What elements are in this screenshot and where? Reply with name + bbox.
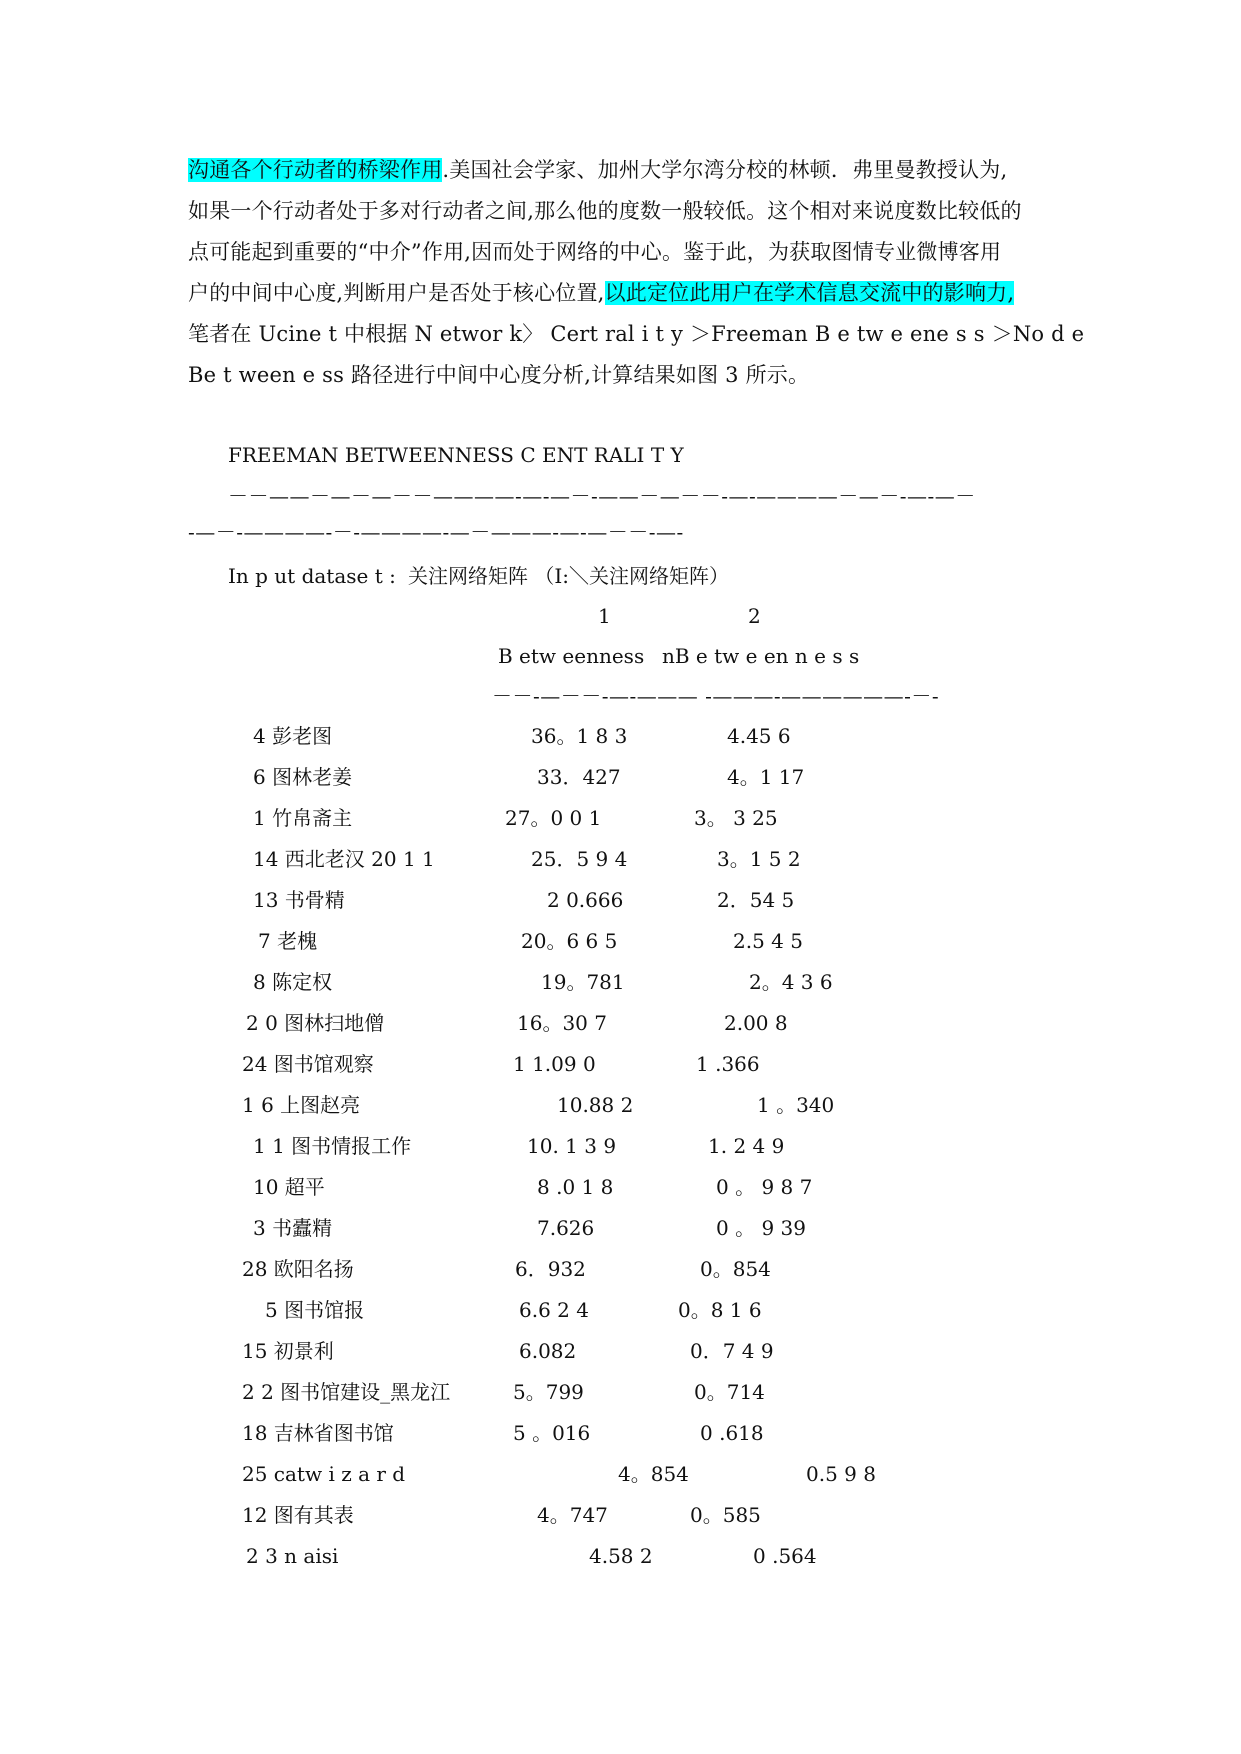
column-number-2: 2 [748, 604, 761, 628]
row-label: 6 图林老姜 [253, 765, 353, 789]
row-betweenness: 6.082 [519, 1339, 577, 1363]
row-label: 3 书蠹精 [253, 1216, 333, 1240]
row-betweenness: 19。781 [541, 970, 625, 994]
row-label: 5 图书馆报 [265, 1298, 365, 1322]
highlighted-text: 沟通各个行动者的桥梁作用 [188, 158, 443, 182]
row-betweenness: 10.88 2 [557, 1093, 634, 1117]
row-nbetweenness: 0.5 9 8 [806, 1462, 876, 1486]
row-betweenness: 4.58 2 [589, 1544, 653, 1568]
row-nbetweenness: 0 。 9 39 [716, 1216, 806, 1240]
row-label: 12 图有其表 [242, 1503, 354, 1527]
row-label: 1 竹帛斋主 [253, 806, 353, 830]
row-nbetweenness: 4.45 6 [727, 724, 791, 748]
row-nbetweenness: 2．54 5 [717, 888, 795, 912]
row-betweenness: 4。854 [618, 1462, 689, 1486]
line-text: Be t ween e ss 路径进行中间中心度分析,计算结果如图 3 所示。 [188, 363, 810, 387]
line-text: 点可能起到重要的“中介”作用,因而处于网络的中心。鉴于此，为获取图情专业微博客用 [188, 240, 1002, 264]
row-betweenness: 27。0 0 1 [505, 806, 602, 830]
rule-line-1: －－——－—－—－－————-—-—－-——－—－－-—-————－—－-—-—－ [228, 484, 976, 508]
row-label: 10 超平 [253, 1175, 325, 1199]
row-nbetweenness: 0。585 [690, 1503, 761, 1527]
row-betweenness: 20。6 6 5 [521, 929, 618, 953]
row-betweenness: 5 。016 [513, 1421, 591, 1445]
row-betweenness: 25．5 9 4 [531, 847, 628, 871]
row-betweenness: 8 .0 1 8 [537, 1175, 614, 1199]
row-label: 8 陈定权 [253, 970, 333, 994]
row-betweenness: 7.626 [537, 1216, 595, 1240]
paragraph-line-4 [188, 273, 1068, 314]
row-nbetweenness: 2。4 3 6 [749, 970, 833, 994]
line-text: 如果一个行动者处于多对行动者之间,那么他的度数一般较低。这个相对来说度数比较低的 [188, 199, 1022, 223]
row-label: 2 2 图书馆建设_黑龙江 [242, 1380, 451, 1404]
input-dataset-value: 关注网络矩阵 （I:＼关注网络矩阵） [408, 564, 729, 588]
row-label: 2 0 图林扫地僧 [246, 1011, 385, 1035]
row-nbetweenness: 1 。340 [757, 1093, 835, 1117]
row-label: 1 6 上图赵亮 [242, 1093, 361, 1117]
row-nbetweenness: 0。714 [694, 1380, 765, 1404]
paragraph-line-1 [188, 150, 1068, 191]
row-betweenness: 33．427 [537, 765, 621, 789]
line-text: 笔者在 Ucine t 中根据 N etwor k〉 Cert ral i t y ＞Freeman B e tw e ene s s ＞No d e [188, 322, 1085, 346]
column-header-betweenness: B etw eenness [498, 644, 645, 668]
header-rule: －－-—－－-—-——— -———-——————-－- [492, 684, 940, 708]
highlighted-text: 以此定位此用户在学术信息交流中的影响力, [604, 281, 1015, 305]
row-label: 4 彭老图 [253, 724, 333, 748]
row-label: 14 西北老汉 20 1 1 [253, 847, 435, 871]
paragraph-line-2 [188, 191, 1068, 232]
row-betweenness: 4。747 [537, 1503, 608, 1527]
row-nbetweenness: 3。 3 25 [694, 806, 778, 830]
row-nbetweenness: 4。1 17 [727, 765, 805, 789]
row-betweenness: 6.6 2 4 [519, 1298, 589, 1322]
input-dataset-label: In p ut datase t : [228, 564, 396, 588]
row-label: 13 书骨精 [253, 888, 345, 912]
row-label: 28 欧阳名扬 [242, 1257, 354, 1281]
row-nbetweenness: 0。8 1 6 [678, 1298, 762, 1322]
paragraph-line-6 [188, 355, 1068, 396]
line-text: .美国社会学家、加州大学尔湾分校的林顿．弗里曼教授认为, [442, 158, 1008, 182]
row-betweenness: 6．932 [515, 1257, 586, 1281]
row-nbetweenness: 0 .618 [700, 1421, 764, 1445]
column-header-nbetweenness: nB e tw e en n e s s [662, 644, 860, 668]
row-nbetweenness: 0 。 9 8 7 [716, 1175, 813, 1199]
output-title: FREEMAN BETWEENNESS C ENT RALI T Y [228, 443, 684, 467]
row-nbetweenness: 2.5 4 5 [733, 929, 803, 953]
row-nbetweenness: 3。1 5 2 [717, 847, 801, 871]
row-betweenness: 1 1.09 0 [513, 1052, 596, 1076]
row-betweenness: 36。1 8 3 [531, 724, 628, 748]
row-nbetweenness: 1 .366 [696, 1052, 760, 1076]
row-nbetweenness: 0。854 [700, 1257, 771, 1281]
row-nbetweenness: 0 .564 [753, 1544, 817, 1568]
column-number-1: 1 [598, 604, 611, 628]
line-text: 户的中间中心度,判断用户是否处于核心位置, [188, 281, 605, 305]
body-paragraph [188, 150, 1085, 396]
row-nbetweenness: 2.00 8 [724, 1011, 788, 1035]
row-label: 2 3 n aisi [246, 1544, 339, 1568]
paragraph-line-3 [188, 232, 1068, 273]
row-label: 1 1 图书情报工作 [253, 1134, 412, 1158]
row-label: 18 吉林省图书馆 [242, 1421, 394, 1445]
row-label: 25 catw i z a r d [242, 1462, 406, 1486]
row-betweenness: 10. 1 3 9 [527, 1134, 617, 1158]
row-betweenness: 5。799 [513, 1380, 584, 1404]
rule-line-2: -—－-————-－-————-—－———-—-—－－-—- [188, 520, 684, 544]
row-betweenness: 16。30 7 [517, 1011, 607, 1035]
row-nbetweenness: 0．7 4 9 [690, 1339, 774, 1363]
row-label: 24 图书馆观察 [242, 1052, 374, 1076]
row-label: 7 老槐 [258, 929, 318, 953]
row-nbetweenness: 1. 2 4 9 [708, 1134, 785, 1158]
paragraph-line-5 [188, 314, 1085, 355]
row-label: 15 初景利 [242, 1339, 334, 1363]
row-betweenness: 2 0.666 [547, 888, 624, 912]
